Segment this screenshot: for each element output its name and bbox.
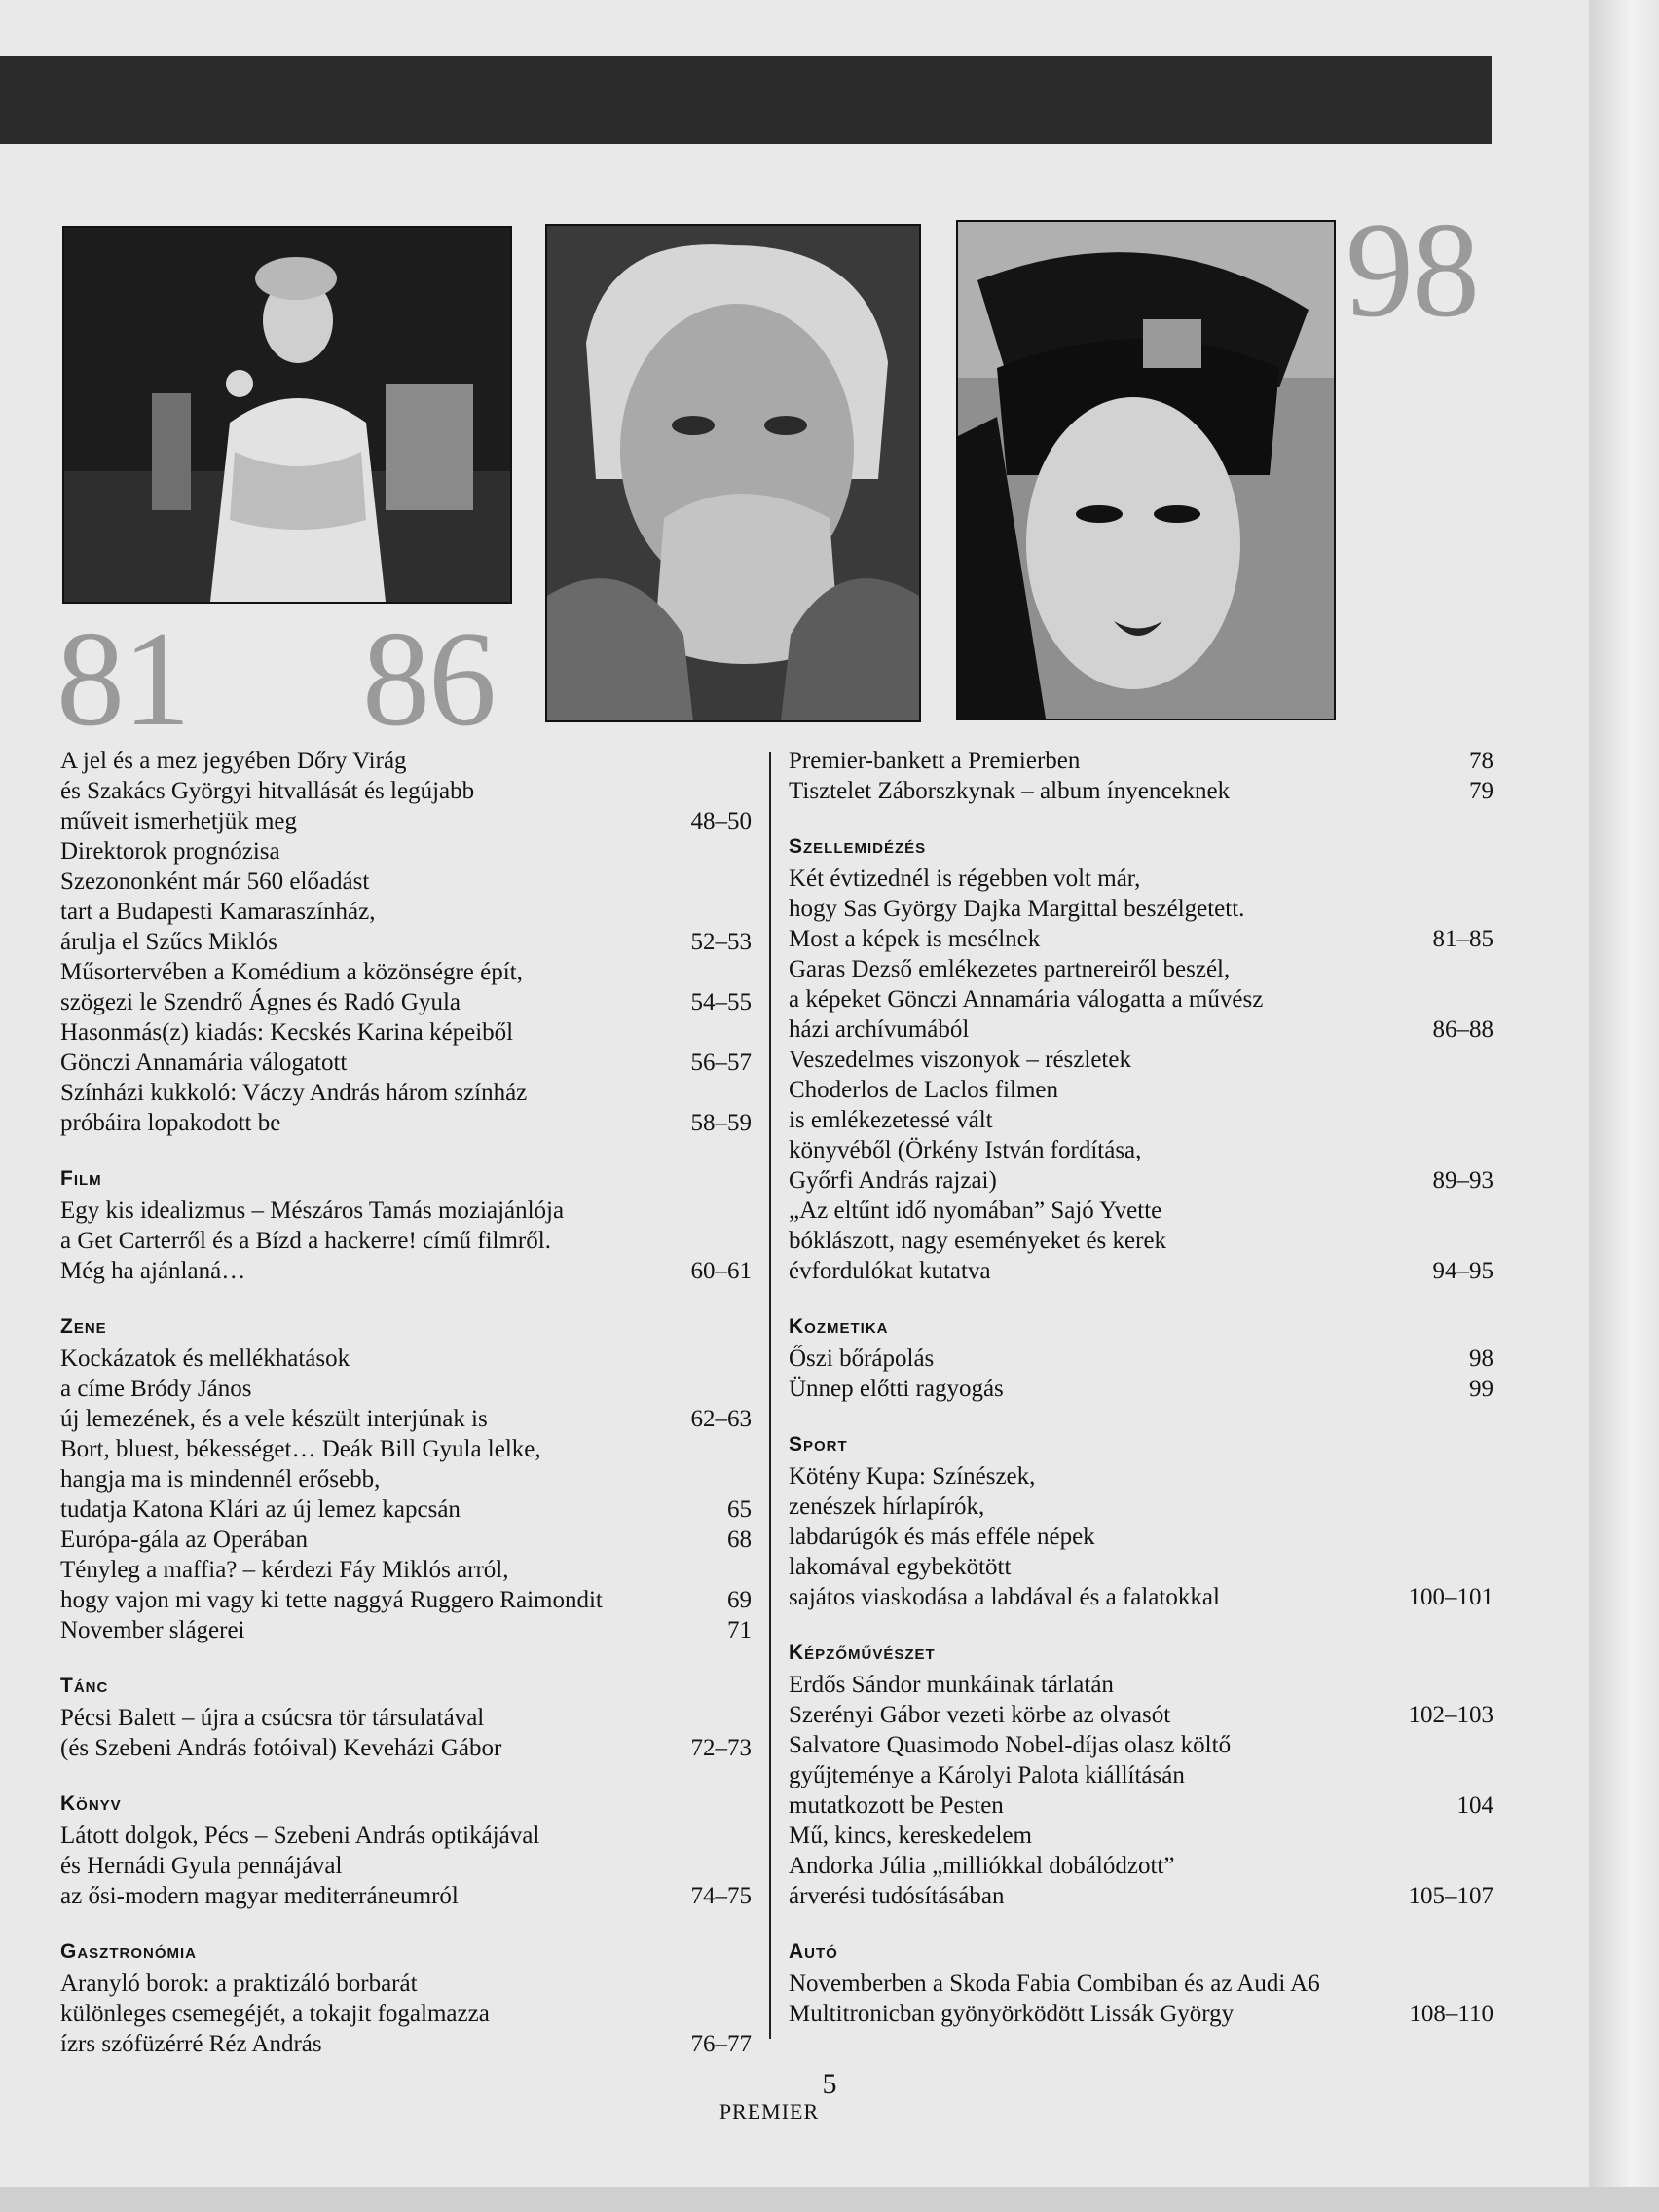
toc-entry-text: szögezi le Szendrő Ágnes és Radó Gyula (60, 989, 461, 1015)
section-heading: Képzőművészet (789, 1641, 936, 1664)
toc-entry-last-line (789, 924, 1493, 954)
toc-entry-text: hangja ma is mindennél erősebb, (60, 1466, 381, 1493)
toc-entry (60, 836, 752, 957)
section-heading: Sport (789, 1433, 848, 1456)
section-heading: Szellemidézés (789, 835, 927, 858)
toc-entry (789, 746, 1493, 776)
toc-entry-text: Tényleg a maffia? – kérdezi Fáy Miklós arról, (60, 1557, 509, 1583)
toc-entry-last-line (789, 1790, 1493, 1821)
toc-entry-last-line (789, 1582, 1493, 1612)
toc-entry-text: Multitronicban gyönyörködött Lissák György (789, 2001, 1235, 2027)
toc-entry-text: Ünnep előtti ragyogás (789, 1376, 1004, 1402)
page-number-81: 81 (56, 604, 189, 755)
toc-entry-last-line (789, 1165, 1493, 1196)
toc-entry-text: Erdős Sándor munkáinak tárlatán (789, 1672, 1114, 1698)
toc-page-number: 60–61 (690, 1258, 752, 1284)
toc-page-number: 86–88 (1432, 1016, 1493, 1043)
toc-page-number: 98 (1469, 1346, 1493, 1372)
toc-entry-text: házi archívumából (789, 1016, 970, 1043)
toc-entry-last-line (789, 1014, 1493, 1045)
section-heading: Film (60, 1167, 102, 1190)
toc-page-number: 74–75 (690, 1883, 752, 1909)
toc-entry-text: Európa-gála az Operában (60, 1527, 309, 1553)
toc-entry-last-line (60, 1494, 752, 1525)
toc-entry (789, 864, 1493, 954)
toc-page-number: 54–55 (690, 989, 752, 1015)
toc-entry-text: az ősi-modern magyar mediterráneumról (60, 1883, 459, 1909)
toc-page-number: 76–77 (690, 2031, 752, 2057)
toc-entry-text: Direktorok prognózisa (60, 838, 280, 865)
toc-entry-text: is emlékezetessé vált (789, 1107, 993, 1133)
toc-entry-text: Egy kis idealizmus – Mészáros Tamás moziajánlója (60, 1198, 565, 1224)
toc-entry-last-line (60, 1733, 752, 1763)
toc-entry (789, 1730, 1493, 1821)
contents-right-column (789, 746, 1493, 2029)
toc-entry-text: új lemezének, és a vele készült interjúnak is (60, 1406, 488, 1432)
toc-entry-text: Most a képek is mesélnek (789, 926, 1041, 952)
toc-entry-text: Kötény Kupa: Színészek, (789, 1463, 1036, 1490)
toc-page-number: 94–95 (1432, 1258, 1493, 1284)
toc-page-number: 100–101 (1408, 1584, 1493, 1610)
toc-entry-last-line (789, 1374, 1493, 1404)
page-edge-shadow (1589, 0, 1659, 2212)
toc-entry-text: árulja el Szűcs Miklós (60, 929, 277, 955)
toc-entry (789, 1821, 1493, 1911)
toc-entry-text: Őszi bőrápolás (789, 1346, 935, 1372)
toc-entry-text: November slágerei (60, 1617, 245, 1643)
toc-page-number: 65 (727, 1496, 752, 1523)
toc-entry-text: (és Szebeni András fotóival) Keveházi Gábor (60, 1735, 502, 1761)
toc-entry-last-line (60, 1585, 752, 1615)
toc-entry-text: gyűjteménye a Károlyi Palota kiállításán (789, 1762, 1185, 1788)
toc-page-number: 78 (1469, 748, 1493, 774)
toc-page-number: 71 (727, 1617, 752, 1643)
photo-actress-stage (62, 226, 512, 604)
toc-entry (60, 1703, 752, 1763)
toc-entry-last-line (60, 1108, 752, 1138)
toc-entry-last-line (60, 1525, 752, 1555)
toc-entry (60, 1017, 752, 1078)
section-heading: Autó (789, 1940, 838, 1963)
toc-entry-text: a címe Bródy János (60, 1376, 252, 1402)
bottom-band (0, 2187, 1659, 2212)
toc-entry-text: Két évtizednél is régebben volt már, (789, 866, 1141, 892)
toc-entry-text: Tisztelet Záborszkynak – album ínyenceknek (789, 778, 1231, 804)
toc-entry-text: Látott dolgok, Pécs – Szebeni András optikájával (60, 1823, 540, 1849)
section-heading: Tánc (60, 1675, 109, 1697)
toc-page-number: 68 (727, 1527, 752, 1553)
toc-entry-text: Bort, bluest, békességet… Deák Bill Gyula lelke, (60, 1436, 541, 1462)
toc-entry-last-line (60, 1404, 752, 1434)
toc-page-number: 52–53 (690, 929, 752, 955)
toc-page-number: 56–57 (690, 1050, 752, 1076)
contents-left-column (60, 746, 752, 2059)
header-bar (0, 56, 1492, 144)
folio-number: 5 (822, 2068, 837, 2100)
toc-entry-last-line (789, 746, 1493, 776)
toc-entry-text: műveit ismerhetjük meg (60, 808, 298, 834)
toc-page-number: 81–85 (1432, 926, 1493, 952)
toc-page-number: 72–73 (690, 1735, 752, 1761)
toc-entry-text: sajátos viaskodása a labdával és a falatokkal (789, 1584, 1220, 1610)
toc-entry (789, 1196, 1493, 1286)
toc-page-number: 104 (1456, 1792, 1493, 1819)
toc-entry (789, 1969, 1493, 2029)
toc-entry-last-line (789, 1344, 1493, 1374)
toc-entry-last-line (789, 1881, 1493, 1911)
toc-entry-text: Pécsi Balett – újra a csúcsra tör társulatával (60, 1705, 485, 1731)
toc-entry-last-line (60, 2029, 752, 2059)
toc-entry-text: Veszedelmes viszonyok – részletek (789, 1047, 1131, 1073)
toc-entry-text: Aranyló borok: a praktizáló borbarát (60, 1971, 418, 1997)
toc-entry-text: Győrfi András rajzai) (789, 1167, 997, 1194)
toc-entry-last-line (789, 1700, 1493, 1730)
toc-entry (789, 954, 1493, 1045)
section-heading: Zene (60, 1315, 107, 1338)
toc-entry-text: különleges csemegéjét, a tokajit fogalmazza (60, 2001, 490, 2027)
toc-entry-text: Choderlos de Laclos filmen (789, 1077, 1059, 1103)
toc-entry (789, 1461, 1493, 1612)
toc-entry-last-line (789, 776, 1493, 806)
toc-entry-last-line (60, 1048, 752, 1078)
toc-page-number: 105–107 (1408, 1883, 1493, 1909)
section-heading: Könyv (60, 1792, 122, 1815)
toc-entry-text: és Hernádi Gyula pennájával (60, 1853, 343, 1879)
toc-page-number: 99 (1469, 1376, 1493, 1402)
toc-entry-last-line (60, 1615, 752, 1645)
toc-entry (60, 1555, 752, 1615)
toc-entry-text: Még ha ajánlaná… (60, 1258, 246, 1284)
toc-entry-last-line (789, 1256, 1493, 1286)
toc-page-number: 108–110 (1409, 2001, 1493, 2027)
toc-entry (60, 957, 752, 1017)
page-number-86: 86 (362, 604, 495, 755)
toc-entry-text: évfordulókat kutatva (789, 1258, 991, 1284)
toc-entry-text: Hasonmás(z) kiadás: Kecskés Karina képeiből (60, 1019, 514, 1046)
toc-page-number: 69 (727, 1587, 752, 1613)
toc-entry-last-line (60, 806, 752, 836)
toc-entry-last-line (60, 927, 752, 957)
toc-entry-text: Szezononként már 560 előadást (60, 868, 370, 895)
toc-entry-last-line (789, 1999, 1493, 2029)
toc-entry-text: hogy Sas György Dajka Margittal beszélgetett. (789, 896, 1245, 922)
photo-woman-hat (956, 220, 1336, 720)
toc-page-number: 58–59 (690, 1110, 752, 1136)
toc-entry-text: Műsortervében a Komédium a közönségre épít, (60, 959, 523, 985)
toc-entry-text: Gönczi Annamária válogatott (60, 1050, 348, 1076)
column-divider (769, 752, 771, 2039)
toc-entry (789, 1045, 1493, 1196)
toc-page-number: 79 (1469, 778, 1493, 804)
toc-entry-text: Premier-bankett a Premierben (789, 748, 1081, 774)
toc-page-number: 48–50 (690, 808, 752, 834)
toc-page-number: 62–63 (690, 1406, 752, 1432)
photo-man-hands (545, 224, 921, 722)
toc-entry (60, 1344, 752, 1434)
toc-entry-text: zenészek hírlapírók, (789, 1493, 985, 1520)
toc-entry-text: ízrs szófüzérré Réz András (60, 2031, 322, 2057)
toc-entry-text: próbáira lopakodott be (60, 1110, 281, 1136)
toc-entry (60, 1615, 752, 1645)
toc-entry-text: árverési tudósításában (789, 1883, 1005, 1909)
toc-entry (789, 776, 1493, 806)
toc-entry-text: Salvatore Quasimodo Nobel-díjas olasz költő (789, 1732, 1232, 1758)
toc-entry (60, 1821, 752, 1911)
toc-entry-text: Szerényi Gábor vezeti körbe az olvasót (789, 1702, 1171, 1728)
section-heading: Kozmetika (789, 1315, 889, 1338)
toc-entry (60, 746, 752, 836)
toc-entry-text: labdarúgók és más efféle népek (789, 1524, 1095, 1550)
toc-entry-text: a képeket Gönczi Annamária válogatta a művész (789, 986, 1264, 1013)
toc-entry-text: Garas Dezső emlékezetes partnereiről beszél, (789, 956, 1231, 982)
toc-entry-text: Novemberben a Skoda Fabia Combiban és az Audi A6 (789, 1971, 1320, 1997)
folio-brand: PREMIER (719, 2099, 820, 2123)
toc-entry-text: tudatja Katona Klári az új lemez kapcsán (60, 1496, 461, 1523)
toc-entry (789, 1670, 1493, 1730)
toc-entry-text: hogy vajon mi vagy ki tette naggyá Ruggero Raimondit (60, 1587, 603, 1613)
toc-entry-text: mutatkozott be Pesten (789, 1792, 1004, 1819)
toc-entry-text: A jel és a mez jegyében Dőry Virág (60, 748, 407, 774)
toc-entry-text: és Szakács Györgyi hitvallását és legújabb (60, 778, 475, 804)
toc-entry-last-line (60, 987, 752, 1017)
toc-entry (60, 1969, 752, 2059)
toc-entry-text: bóklászott, nagy eseményeket és kerek (789, 1228, 1167, 1254)
toc-entry-text: könyvéből (Örkény István fordítása, (789, 1137, 1142, 1163)
toc-page-number: 102–103 (1408, 1702, 1493, 1728)
toc-entry-text: lakomával egybekötött (789, 1554, 1012, 1580)
toc-entry-text: „Az eltűnt idő nyomában” Sajó Yvette (789, 1198, 1162, 1224)
toc-entry-last-line (60, 1881, 752, 1911)
toc-entry-text: Andorka Júlia „milliókkal dobálódzott” (789, 1853, 1175, 1879)
toc-entry-text: Mű, kincs, kereskedelem (789, 1823, 1032, 1849)
toc-entry (789, 1344, 1493, 1374)
page-number-98: 98 (1346, 195, 1478, 346)
toc-entry-text: a Get Carterről és a Bízd a hackerre! című filmről. (60, 1228, 551, 1254)
toc-entry-last-line (60, 1256, 752, 1286)
toc-entry-text: Kockázatok és mellékhatások (60, 1346, 350, 1372)
toc-entry-text: Színházi kukkoló: Váczy András három színház (60, 1080, 528, 1106)
toc-entry (60, 1434, 752, 1525)
section-heading: Gasztronómia (60, 1940, 197, 1963)
toc-entry (789, 1374, 1493, 1404)
toc-entry-text: tart a Budapesti Kamaraszínház, (60, 899, 376, 925)
toc-entry (60, 1525, 752, 1555)
toc-page-number: 89–93 (1432, 1167, 1493, 1194)
toc-entry (60, 1196, 752, 1286)
toc-entry (60, 1078, 752, 1138)
